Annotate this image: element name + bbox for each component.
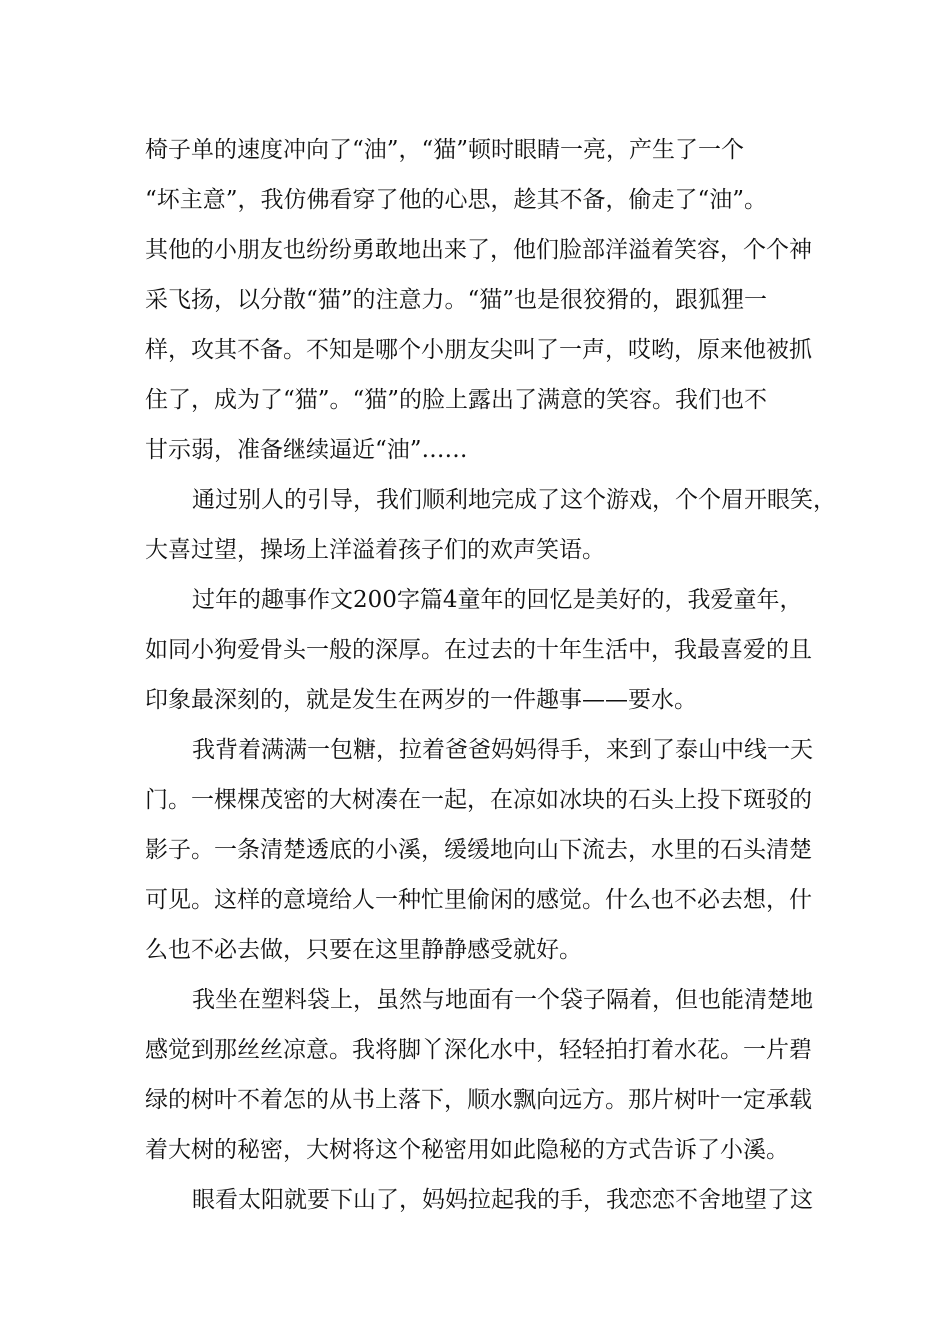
text-line: 印象最深刻的，就是发生在两岁的一件趣事——要水。	[145, 687, 697, 713]
text-line: 样，攻其不备。不知是哪个小朋友尖叫了一声，哎哟，原来他被抓	[145, 337, 812, 363]
text-line: 感觉到那丝丝凉意。我将脚丫深化水中，轻轻拍打着水花。一片碧	[145, 1037, 812, 1063]
text-line: “坏主意”，我仿佛看穿了他的心思，趁其不备，偷走了“油”。	[145, 187, 768, 213]
text-line: 甘示弱，准备继续逼近“油”……	[145, 437, 468, 463]
text-line: 椅子单的速度冲向了“油”，“猫”顿时眼睛一亮，产生了一个	[145, 137, 745, 163]
text-line: 大喜过望，操场上洋溢着孩子们的欢声笑语。	[145, 537, 605, 563]
paragraph-first-line: 通过别人的引导，我们顺利地完成了这个游戏，个个眉开眼笑，	[192, 487, 836, 513]
paragraph-first-line: 我坐在塑料袋上，虽然与地面有一个袋子隔着，但也能清楚地	[192, 987, 813, 1013]
text-line: 采飞扬，以分散“猫”的注意力。“猫”也是很狡猾的，跟狐狸一	[145, 287, 768, 313]
text-line: 其他的小朋友也纷纷勇敢地出来了，他们脸部洋溢着笑容，个个神	[145, 237, 812, 263]
text-line: 门。一棵棵茂密的大树凑在一起，在凉如冰块的石头上投下斑驳的	[145, 787, 812, 813]
text-line: 如同小狗爱骨头一般的深厚。在过去的十年生活中，我最喜爱的且	[145, 637, 812, 663]
paragraph-first-line: 我背着满满一包糖，拉着爸爸妈妈得手，来到了泰山中线一天	[192, 737, 813, 763]
text-line: 绿的树叶不着怎的从书上落下，顺水飘向远方。那片树叶一定承载	[145, 1087, 812, 1113]
text-line: 可见。这样的意境给人一种忙里偷闲的感觉。什么也不必去想，什	[145, 887, 812, 913]
text-line: 住了，成为了“猫”。“猫”的脸上露出了满意的笑容。我们也不	[145, 387, 768, 413]
text-line: 么也不必去做，只要在这里静静感受就好。	[145, 937, 582, 963]
paragraph-first-line: 过年的趣事作文200字篇4童年的回忆是美好的，我爱童年，	[192, 587, 803, 613]
paragraph-first-line: 眼看太阳就要下山了，妈妈拉起我的手，我恋恋不舍地望了这	[192, 1187, 813, 1213]
text-line: 影子。一条清楚透底的小溪，缓缓地向山下流去，水里的石头清楚	[145, 837, 812, 863]
text-line: 着大树的秘密，大树将这个秘密用如此隐秘的方式告诉了小溪。	[145, 1137, 789, 1163]
